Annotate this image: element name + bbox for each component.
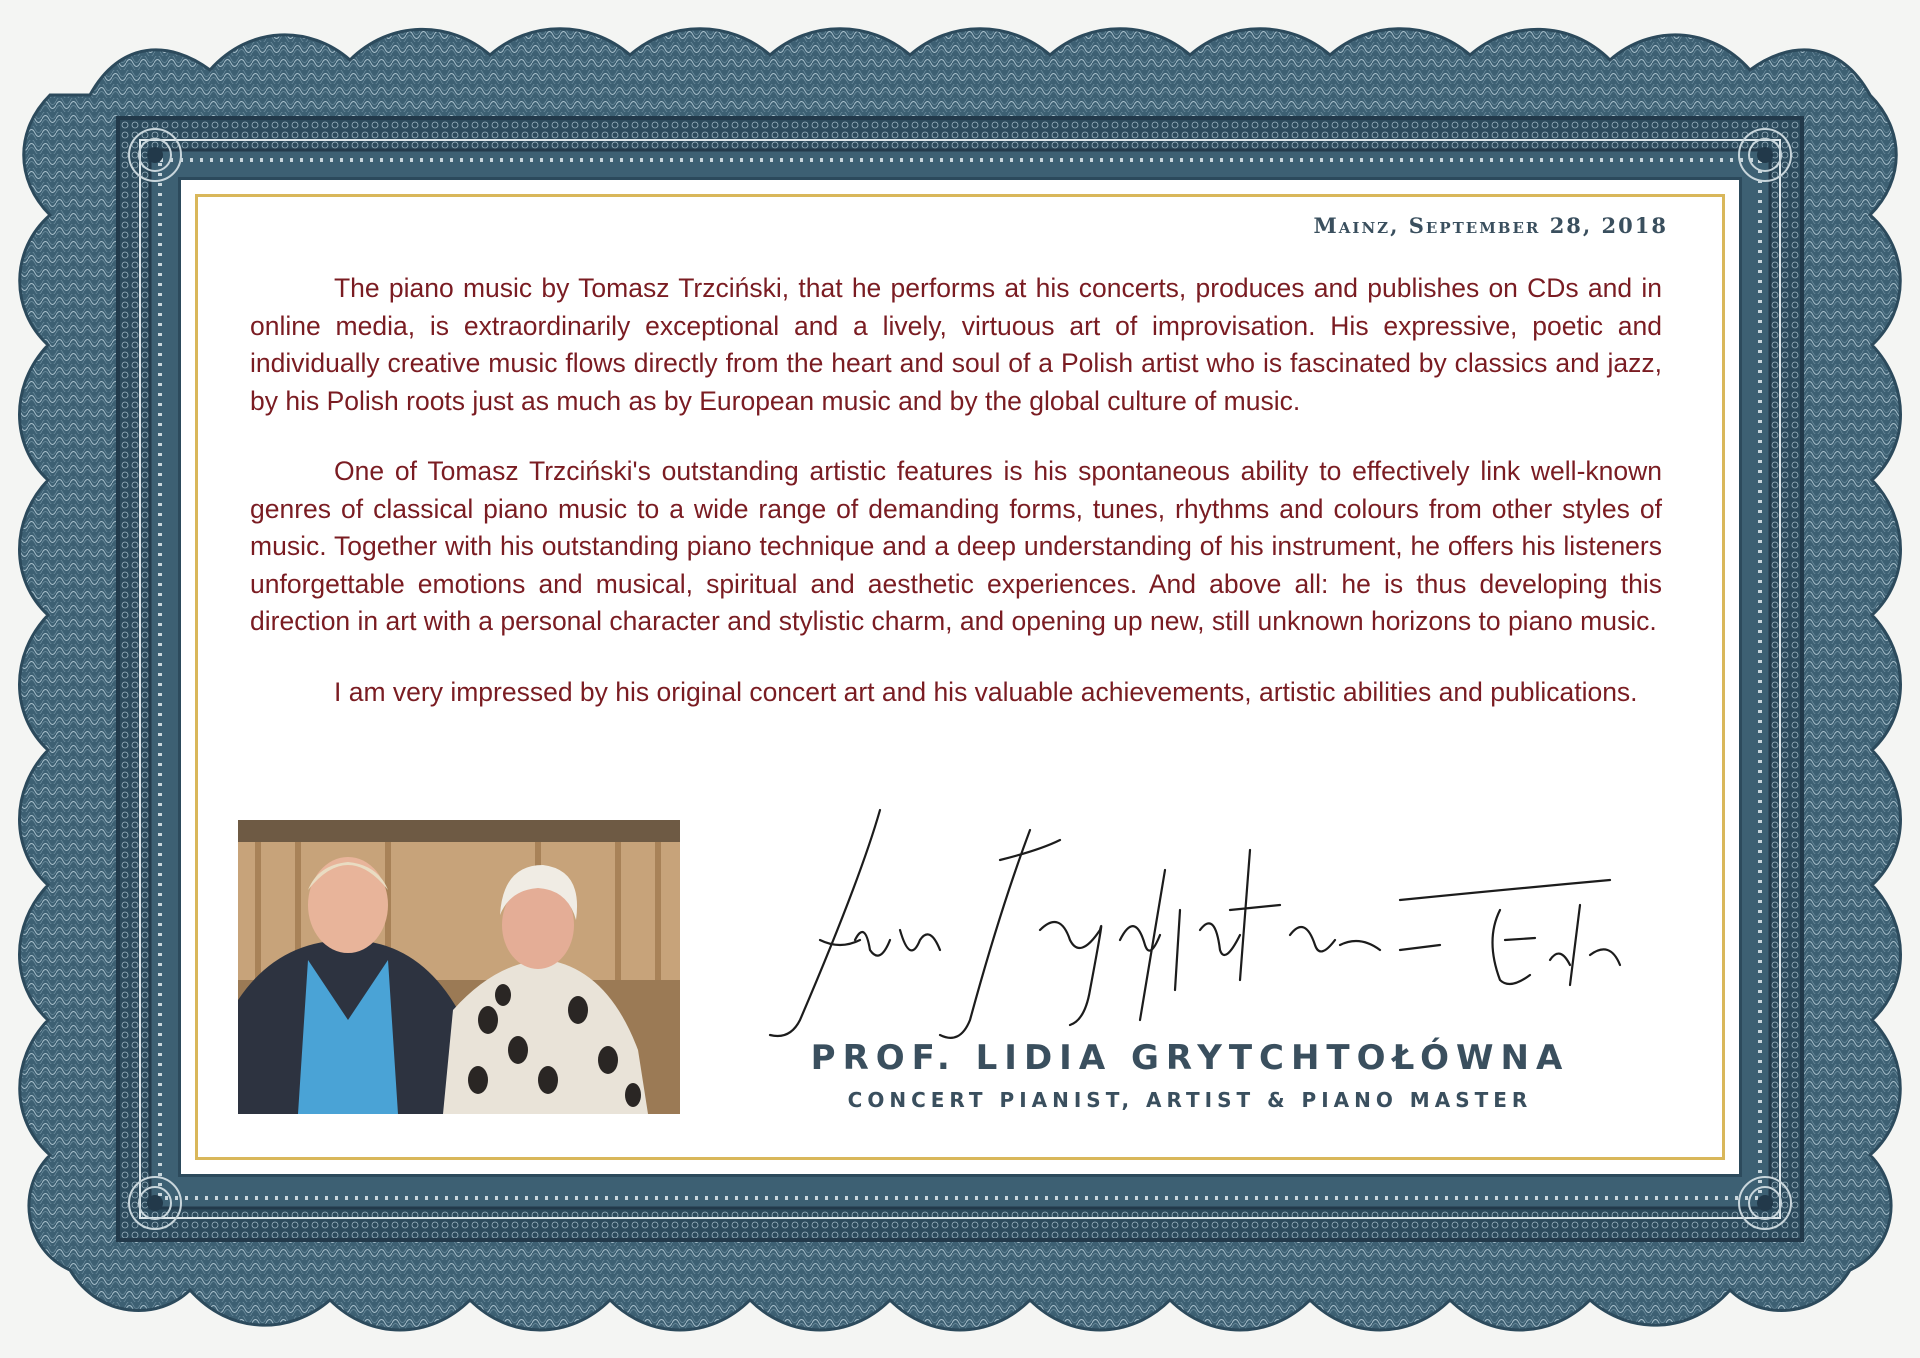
paragraph-1: The piano music by Tomasz Trzciński, that he performs at his concerts, produces and publishes on CDs and in online media, is extraordinarily exceptional and a lively, virtuous art of improvisation. His expressive, poetic and individually creative music flows directly from the heart and soul of a Polish artist who is fascinated by classics and jazz, by his Polish roots just as much as by European music and by the global culture of music. — [250, 273, 1662, 416]
paragraph-3: I am very impressed by his original concert art and his valuable achievements, artistic abilities and publications. — [334, 676, 1638, 707]
signer-name: PROF. LIDIA GRYTCHTOŁÓWNA — [810, 1038, 1570, 1078]
signer-role: CONCERT PIANIST, ARTIST & PIANO MASTER — [847, 1088, 1533, 1112]
paragraph-2: One of Tomasz Trzciński's outstanding artistic features is his spontaneous ability to effectively link well-known genres of classical piano music to a wide range of demanding forms, tunes, rhythms and colours from other styles of music. Together with his outstanding piano technique and a deep understanding of his instrument, he offers his listeners unforgettable emotions and musical, spiritual and aesthetic experiences. And above all: he is thus developing this direction in art with a personal character and stylistic charm, and opening up new, still unknown horizons to piano music. — [250, 456, 1662, 636]
portrait-photo — [238, 820, 680, 1114]
handwritten-signature — [740, 790, 1640, 1060]
letter-date: Mainz, September 28, 2018 — [1313, 213, 1668, 238]
letter-body — [250, 270, 1662, 744]
